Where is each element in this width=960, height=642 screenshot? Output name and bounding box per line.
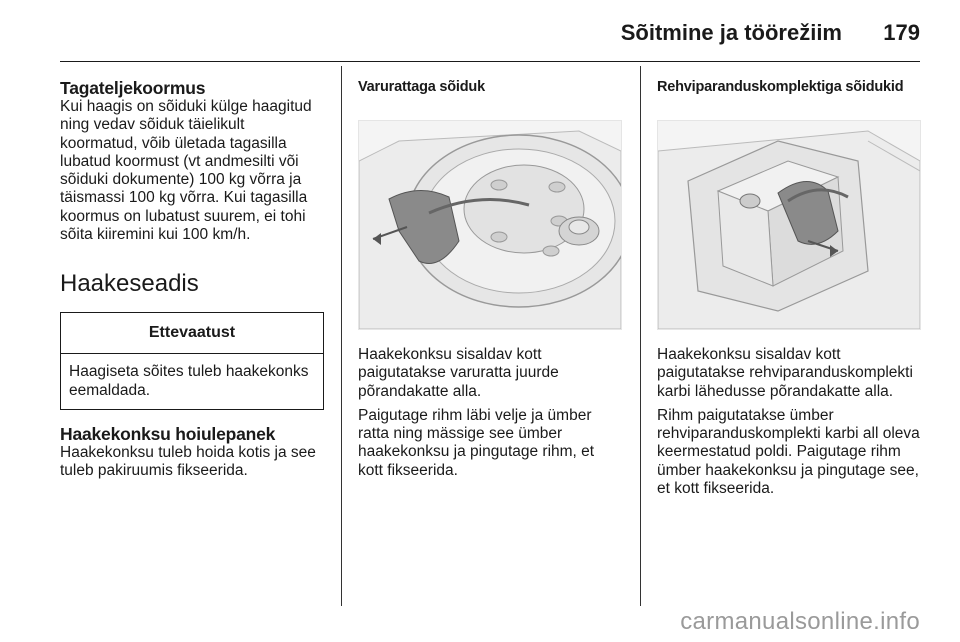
column-divider-1 — [341, 66, 342, 606]
paragraph-spare-wheel: Paigutage rihm läbi velje ja ümber ratta ning mässige see ümber haakekonksu ja pingutage rihm, et kott fikseerida. — [358, 406, 595, 479]
header-title: Sõitmine ja töörežiim — [620, 20, 842, 45]
section-heading-storage: Haakekonksu hoiulepanek — [60, 423, 276, 444]
repair-kit-illustration — [657, 120, 921, 330]
subheading-spare-wheel: Varurattaga sõiduk — [358, 79, 485, 95]
figure-caption-repair-kit: Haakekonksu sisaldav kott paigutatakse rehviparanduskomplekti karbi lähedusse põrandakatte alla. — [657, 346, 913, 400]
column-1 — [60, 78, 325, 481]
spare-wheel-illustration — [358, 120, 622, 330]
page-number: 179 — [883, 20, 920, 45]
column-divider-2 — [640, 66, 641, 606]
section-heading-towing-device: Haakeseadis — [60, 270, 199, 298]
column-2 — [358, 78, 623, 480]
paragraph-repair-kit: Rihm paigutatakse ümber rehviparanduskomplekti karbi all oleva keermestatud poldi. Paigutage rihm ümber haakekonksu ja pingutage see, et kott fikseerida. — [657, 406, 920, 498]
subheading-repair-kit: Rehviparanduskomplektiga sõidukid — [657, 79, 904, 95]
section-text-axle-load: Kui haagis on sõiduki külge haagitud ning vedav sõiduk täielikult koormatud, võib ületada tagasilla lubatud koormust (vt andmesilti või sõiduki dokumente) 100 kg võrra ja täismassi 100 kg võrra. Kui tagasilla koormus on lubatust suurem, ei tohi sõita kiiremini kui 100 km/h. — [60, 98, 312, 244]
section-heading-axle-load: Tagateljekoormus — [60, 78, 206, 98]
header-rule — [60, 61, 920, 62]
warning-box — [60, 312, 324, 410]
column-3 — [657, 78, 922, 498]
watermark: carmanualsonline.info — [680, 608, 920, 635]
warning-title: Ettevaatust — [61, 313, 323, 354]
section-text-storage: Haakekonksu tuleb hoida kotis ja see tuleb pakiruumis fikseerida. — [60, 443, 316, 480]
figure-caption-spare-wheel: Haakekonksu sisaldav kott paigutatakse varuratta juurde põrandakatte alla. — [358, 346, 559, 400]
warning-text: Haagiseta sõites tuleb haakekonks eemaldada. — [69, 363, 309, 399]
page-header — [0, 0, 960, 64]
